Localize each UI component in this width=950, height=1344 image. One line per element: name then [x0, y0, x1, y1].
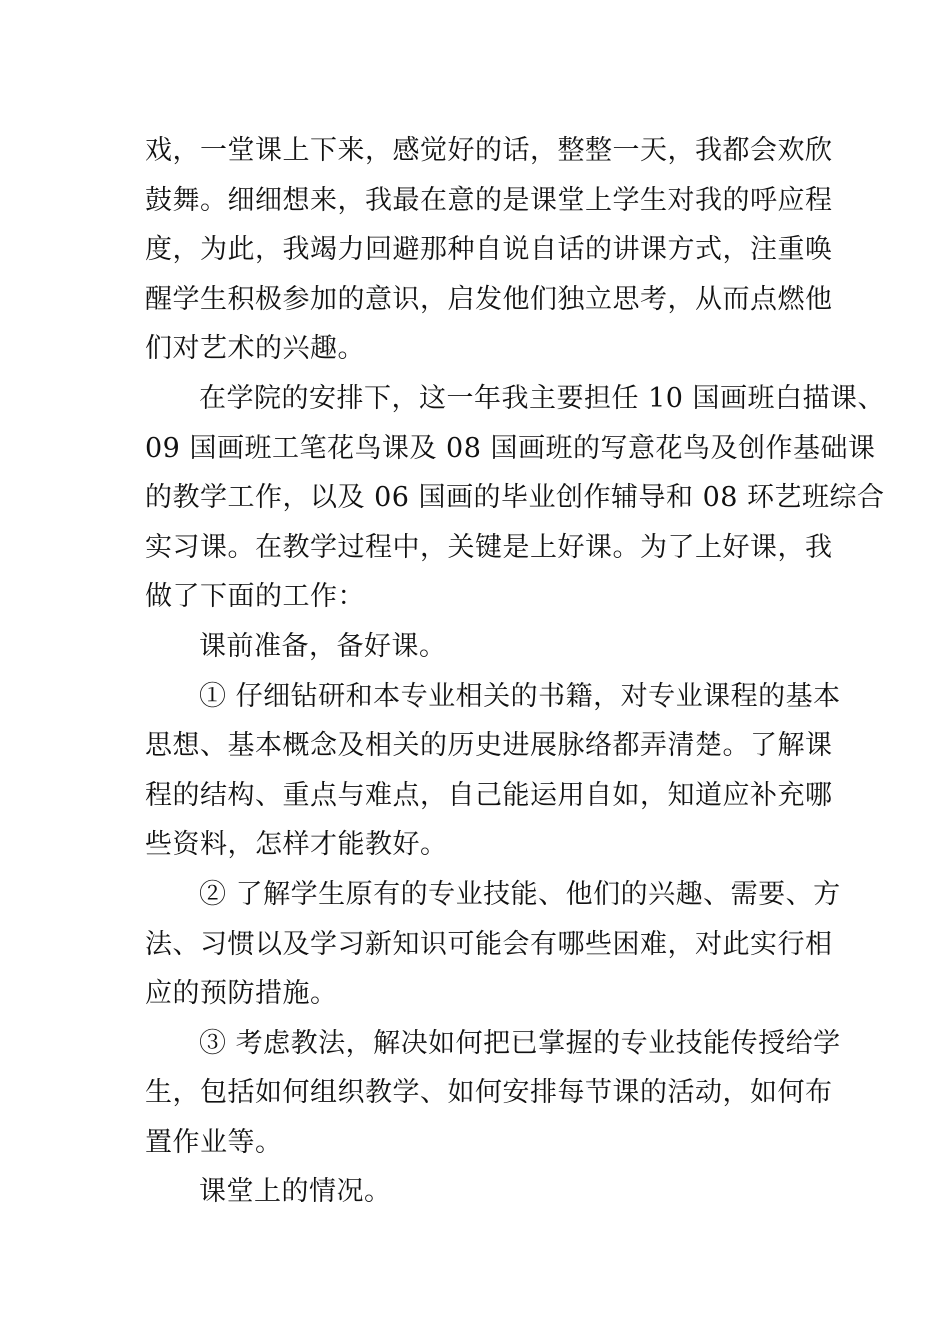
text-line: 些资料，怎样才能教好。 [145, 829, 448, 861]
body-text [145, 126, 886, 1217]
section-heading-classroom [145, 1167, 810, 1217]
text-line: 思想、基本概念及相关的历史进展脉络都弄清楚。了解课 [145, 730, 833, 762]
text-line: ② 了解学生原有的专业技能、他们的兴趣、需要、方 [199, 878, 841, 910]
paragraph-2 [145, 374, 886, 622]
text-line: 醒学生积极参加的意识，启发他们独立思考，从而点燃他 [145, 283, 833, 315]
list-item-3 [145, 1019, 841, 1168]
list-item-1 [145, 672, 841, 870]
list-item-2 [145, 870, 841, 1019]
text-line: 置作业等。 [145, 1126, 283, 1158]
text-line: 09 国画班工笔花鸟课及 08 国画班的写意花鸟及创作基础课 [145, 432, 876, 464]
text-line: 生，包括如何组织教学、如何安排每节课的活动，如何布 [145, 1077, 833, 1109]
text-line: 们对艺术的兴趣。 [145, 333, 365, 365]
text-line: 做了下面的工作： [145, 581, 365, 613]
text-line: 课堂上的情况。 [199, 1176, 392, 1208]
paragraph-1 [145, 126, 833, 374]
text-line: 的教学工作，以及 06 国画的毕业创作辅导和 08 环艺班综合 [145, 482, 885, 514]
text-line: 鼓舞。细细想来，我最在意的是课堂上学生对我的呼应程 [145, 184, 833, 216]
text-line: 程的结构、重点与难点，自己能运用自如，知道应补充哪 [145, 779, 833, 811]
section-heading-preparation [145, 622, 810, 672]
text-line: 戏，一堂课上下来，感觉好的话，整整一天，我都会欢欣 [145, 135, 833, 166]
text-line: ③ 考虑教法，解决如何把已掌握的专业技能传授给学 [199, 1027, 841, 1059]
text-line: 课前准备，备好课。 [199, 630, 447, 662]
text-line: 在学院的安排下，这一年我主要担任 10 国画班白描课、 [199, 382, 886, 414]
text-line: 实习课。在教学过程中，关键是上好课。为了上好课，我 [145, 531, 833, 563]
text-line: ① 仔细钻研和本专业相关的书籍，对专业课程的基本 [199, 680, 841, 712]
text-line: 应的预防措施。 [145, 978, 338, 1010]
text-line: 度，为此，我竭力回避那种自说自话的讲课方式，注重唤 [145, 234, 833, 266]
text-line: 法、习惯以及学习新知识可能会有哪些困难，对此实行相 [145, 928, 833, 960]
